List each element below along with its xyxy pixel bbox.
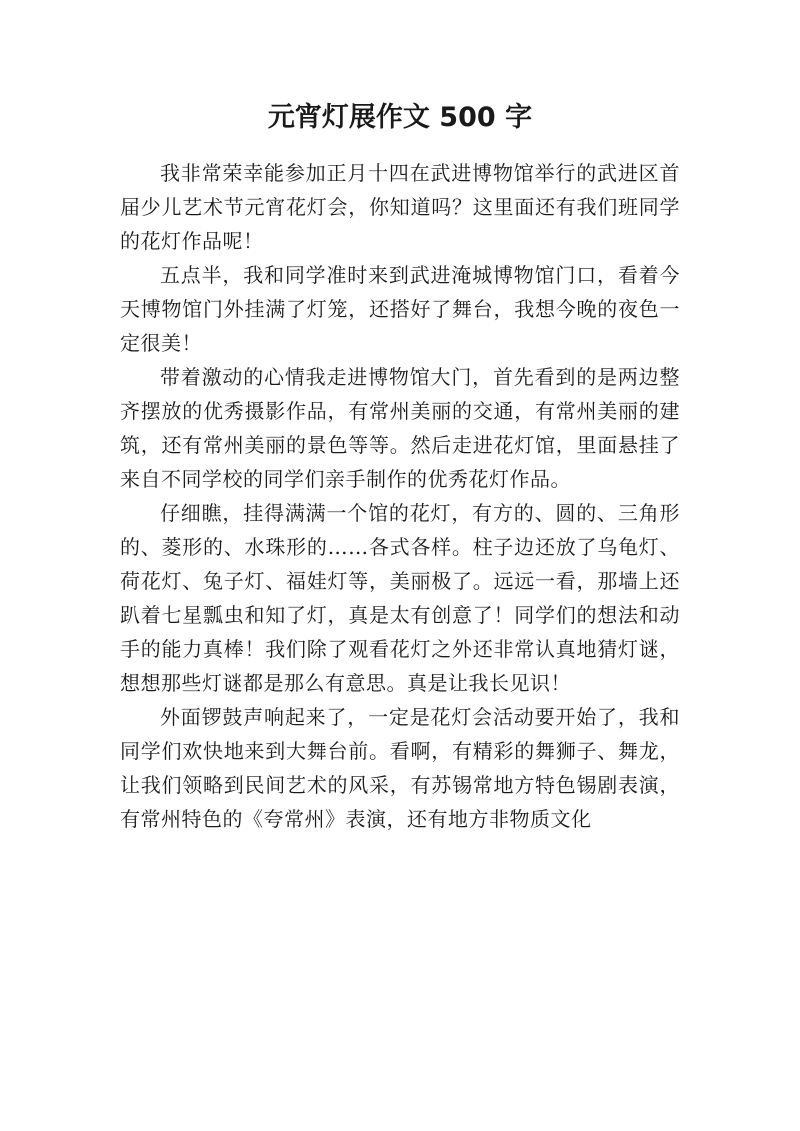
document-body (120, 156, 680, 836)
paragraph-3: 带着激动的心情我走进博物馆大门，首先看到的是两边整齐摆放的优秀摄影作品，有常州美丽的交通，有常州美丽的建筑，还有常州美丽的景色等等。然后走进花灯馆，里面悬挂了来自不同学校的同学们亲手制作的优秀花灯作品。 (120, 365, 680, 491)
paragraph-4: 仔细瞧，挂得满满一个馆的花灯，有方的、圆的、三角形的、菱形的、水珠形的……各式各样。柱子边还放了乌龟灯、荷花灯、兔子灯、福娃灯等，美丽极了。远远一看，那墙上还趴着七星瓢虫和知了灯，真是太有创意了！同学们的想法和动手的能力真棒！我们除了观看花灯之外还非常认真地猜灯谜，想想那些灯谜都是那么有意思。真是让我长见识！ (120, 501, 680, 695)
paragraph-5: 外面锣鼓声响起来了，一定是花灯会活动要开始了，我和同学们欢快地来到大舞台前。看啊，有精彩的舞狮子、舞龙，让我们领略到民间艺术的风采，有苏锡常地方特色锡剧表演，有常州特色的《夸常州》表演，还有地方非物质文化 (120, 705, 680, 831)
document-title: 元宵灯展作文 500 字 (267, 102, 533, 133)
paragraph-2: 五点半，我和同学准时来到武进淹城博物馆门口，看着今天博物馆门外挂满了灯笼，还搭好了舞台，我想今晚的夜色一定很美！ (120, 263, 680, 355)
paragraph-1: 我非常荣幸能参加正月十四在武进博物馆举行的武进区首届少儿艺术节元宵花灯会，你知道吗？这里面还有我们班同学的花灯作品呢！ (120, 161, 680, 253)
